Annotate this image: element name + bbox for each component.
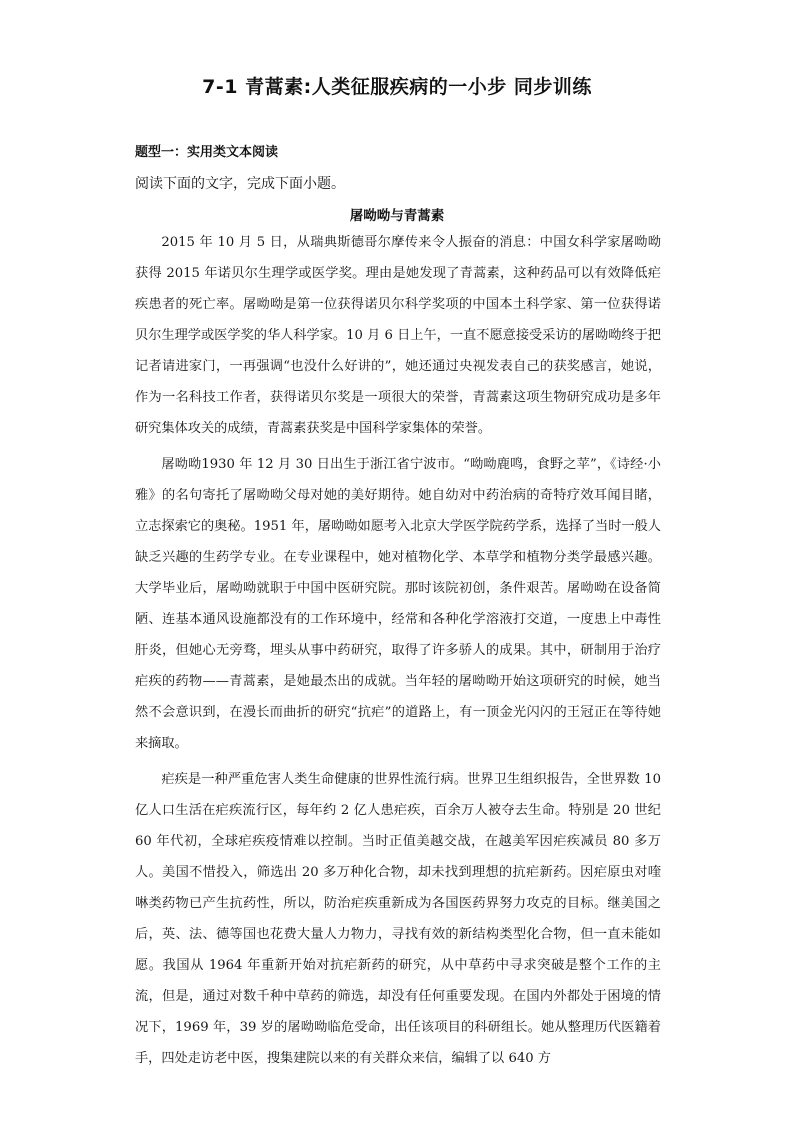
paragraph: 疟疾是一种严重危害人类生命健康的世界性流行病。世界卫生组织报告，全世界数 10 亿人口生活在疟疾流行区，每年约 2 亿人患疟疾，百余万人被夺去生命。特别是 20 世纪 60 年代初，全球疟疾疫情难以控制。当时正值美越交战，在越美军因疟疾减员 80 多万人。美国不惜投入，筛选出 20 多万种化合物，却未找到理想的抗疟新药。因疟原虫对喹啉类药物已产生抗药性，所以，防治疟疾重新成为各国医药界努力攻克的目标。继美国之后，英、法、德等国也花费大量人力物力，寻找有效的新结构类型化合物，但一直未能如愿。我国从 1964 年重新开始对抗疟新药的研究，从中草药中寻求突破是整个工作的主流，但是，通过对数千种中草药的筛选，却没有任何重要发现。在国内外都处于困境的情况下，1969 年，39 岁的屠呦呦临危受命，出任该项目的科研组长。她从整理历代医籍着手，四处走访老中医，搜集建院以来的有关群众来信，编辑了以 640 方 bbox=[135, 772, 661, 1066]
article-body bbox=[135, 227, 661, 1079]
document-title: 7-1 青蒿素:人类征服疾病的一小步 同步训练 bbox=[202, 76, 592, 98]
article-title: 屠呦呦与青蒿素 bbox=[349, 208, 445, 224]
reading-instruction: 阅读下面的文字，完成下面小题。 bbox=[135, 176, 345, 192]
paragraph: 2015 年 10 月 5 日，从瑞典斯德哥尔摩传来令人振奋的消息：中国女科学家屠呦呦获得 2015 年诺贝尔生理学或医学奖。理由是她发现了青蒿素，这种药品可以有效降低疟疾患者的死亡率。屠呦呦是第一位获得诺贝尔科学奖项的中国本土科学家、第一位获得诺贝尔生理学或医学奖的华人科学家。10 月 6 日上午，一直不愿意接受采访的屠呦呦终于把记者请进家门，一再强调“也没什么好讲的”，她还通过央视发表自己的获奖感言，她说，作为一名科技工作者，获得诺贝尔奖是一项很大的荣誉，青蒿素这项生物研究成功是多年研究集体攻关的成绩，青蒿素获奖是中国科学家集体的荣誉。 bbox=[135, 235, 661, 436]
paragraph: 屠呦呦1930 年 12 月 30 日出生于浙江省宁波市。“呦呦鹿鸣，食野之苹”，《诗经·小雅》的名句寄托了屠呦呦父母对她的美好期待。她自幼对中药治病的奇特疗效耳闻目睹，立志探索它的奥秘。1951 年，屠呦呦如愿考入北京大学医学院药学系，选择了当时一般人缺乏兴趣的生药学专业。在专业课程中，她对植物化学、本草学和植物分类学最感兴趣。大学毕业后，屠呦呦就职于中国中医研究院。那时该院初创，条件艰苦。屠呦呦在设备简陋、连基本通风设施都没有的工作环境中，经常和各种化学溶液打交道，一度患上中毒性肝炎，但她心无旁骛，埋头从事中药研究，取得了许多骄人的成果。其中，研制用于治疗疟疾的药物——青蒿素，是她最杰出的成就。当年轻的屠呦呦开始这项研究的时候，她当然不会意识到，在漫长而曲折的研究“抗疟”的道路上，有一顶金光闪闪的王冠正在等待她来摘取。 bbox=[135, 457, 661, 751]
section-heading: 题型一：实用类文本阅读 bbox=[135, 145, 279, 160]
